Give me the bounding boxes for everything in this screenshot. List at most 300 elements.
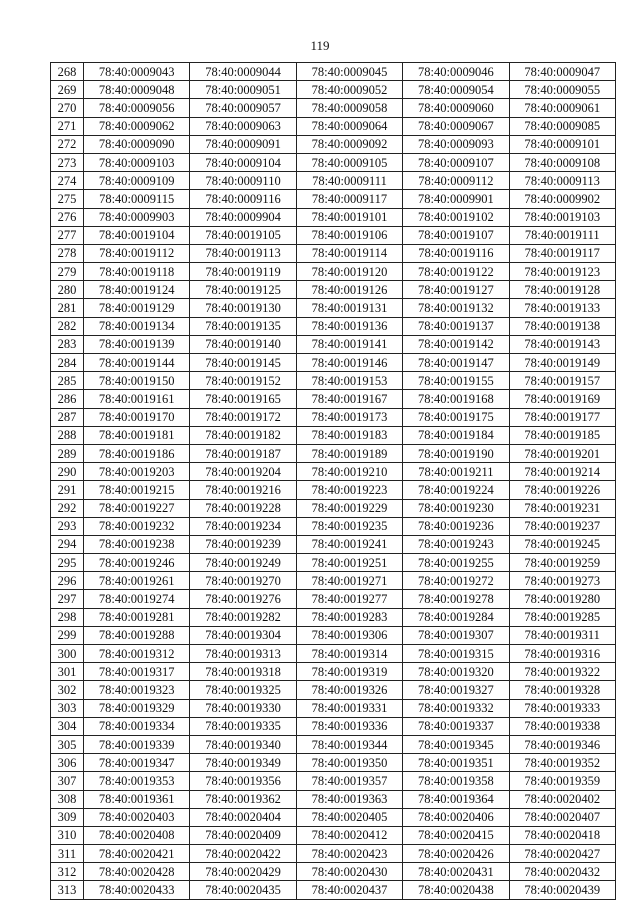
table-row bbox=[51, 826, 616, 844]
cadastral-number-cell: 78:40:0009054 bbox=[403, 81, 509, 99]
table-row bbox=[51, 390, 616, 408]
cadastral-number-cell: 78:40:0019328 bbox=[509, 681, 615, 699]
cadastral-number-cell: 78:40:0019124 bbox=[84, 281, 190, 299]
cadastral-number-cell: 78:40:0019336 bbox=[296, 717, 402, 735]
cadastral-number-cell: 78:40:0019313 bbox=[190, 645, 296, 663]
cadastral-number-cell: 78:40:0019251 bbox=[296, 554, 402, 572]
cadastral-number-cell: 78:40:0020427 bbox=[509, 845, 615, 863]
cadastral-number-cell: 78:40:0020435 bbox=[190, 881, 296, 899]
row-number-cell: 285 bbox=[51, 372, 84, 390]
cadastral-number-cell: 78:40:0019169 bbox=[509, 390, 615, 408]
cadastral-number-cell: 78:40:0019363 bbox=[296, 790, 402, 808]
table-row bbox=[51, 226, 616, 244]
cadastral-number-cell: 78:40:0019128 bbox=[509, 281, 615, 299]
cadastral-number-cell: 78:40:0019237 bbox=[509, 517, 615, 535]
cadastral-number-cell: 78:40:0019317 bbox=[84, 663, 190, 681]
cadastral-number-cell: 78:40:0009057 bbox=[190, 99, 296, 117]
row-number-cell: 278 bbox=[51, 244, 84, 262]
cadastral-number-cell: 78:40:0019170 bbox=[84, 408, 190, 426]
row-number-cell: 286 bbox=[51, 390, 84, 408]
cadastral-number-cell: 78:40:0019326 bbox=[296, 681, 402, 699]
cadastral-number-cell: 78:40:0019177 bbox=[509, 408, 615, 426]
table-row bbox=[51, 735, 616, 753]
row-number-cell: 297 bbox=[51, 590, 84, 608]
cadastral-number-cell: 78:40:0019357 bbox=[296, 772, 402, 790]
cadastral-number-cell: 78:40:0019129 bbox=[84, 299, 190, 317]
cadastral-number-cell: 78:40:0019165 bbox=[190, 390, 296, 408]
table-row bbox=[51, 153, 616, 171]
cadastral-number-cell: 78:40:0009111 bbox=[296, 172, 402, 190]
cadastral-number-cell: 78:40:0019231 bbox=[509, 499, 615, 517]
cadastral-number-cell: 78:40:0019241 bbox=[296, 535, 402, 553]
row-number-cell: 306 bbox=[51, 754, 84, 772]
cadastral-number-cell: 78:40:0019216 bbox=[190, 481, 296, 499]
cadastral-number-cell: 78:40:0020402 bbox=[509, 790, 615, 808]
row-number-cell: 304 bbox=[51, 717, 84, 735]
cadastral-number-cell: 78:40:0019123 bbox=[509, 263, 615, 281]
cadastral-number-cell: 78:40:0019280 bbox=[509, 590, 615, 608]
row-number-cell: 268 bbox=[51, 63, 84, 81]
table-row bbox=[51, 608, 616, 626]
row-number-cell: 311 bbox=[51, 845, 84, 863]
cadastral-number-cell: 78:40:0020412 bbox=[296, 826, 402, 844]
row-number-cell: 302 bbox=[51, 681, 84, 699]
table-row bbox=[51, 499, 616, 517]
cadastral-number-cell: 78:40:0019323 bbox=[84, 681, 190, 699]
cadastral-number-cell: 78:40:0009108 bbox=[509, 153, 615, 171]
table-row bbox=[51, 299, 616, 317]
row-number-cell: 295 bbox=[51, 554, 84, 572]
table-row bbox=[51, 372, 616, 390]
cadastral-number-cell: 78:40:0019314 bbox=[296, 645, 402, 663]
row-number-cell: 296 bbox=[51, 572, 84, 590]
cadastral-number-cell: 78:40:0019271 bbox=[296, 572, 402, 590]
table-row bbox=[51, 881, 616, 899]
row-number-cell: 277 bbox=[51, 226, 84, 244]
cadastral-number-cell: 78:40:0019161 bbox=[84, 390, 190, 408]
cadastral-number-cell: 78:40:0019142 bbox=[403, 335, 509, 353]
cadastral-number-cell: 78:40:0009060 bbox=[403, 99, 509, 117]
cadastral-number-cell: 78:40:0019229 bbox=[296, 499, 402, 517]
cadastral-number-cell: 78:40:0009113 bbox=[509, 172, 615, 190]
cadastral-number-cell: 78:40:0019344 bbox=[296, 735, 402, 753]
table-row bbox=[51, 281, 616, 299]
row-number-cell: 271 bbox=[51, 117, 84, 135]
cadastral-number-cell: 78:40:0019137 bbox=[403, 317, 509, 335]
cadastral-number-cell: 78:40:0019339 bbox=[84, 735, 190, 753]
cadastral-number-cell: 78:40:0019331 bbox=[296, 699, 402, 717]
cadastral-number-cell: 78:40:0019104 bbox=[84, 226, 190, 244]
cadastral-number-cell: 78:40:0019311 bbox=[509, 626, 615, 644]
table-row bbox=[51, 408, 616, 426]
cadastral-number-cell: 78:40:0019347 bbox=[84, 754, 190, 772]
cadastral-number-cell: 78:40:0019228 bbox=[190, 499, 296, 517]
row-number-cell: 287 bbox=[51, 408, 84, 426]
cadastral-number-cell: 78:40:0019132 bbox=[403, 299, 509, 317]
cadastral-number-cell: 78:40:0020432 bbox=[509, 863, 615, 881]
cadastral-number-cell: 78:40:0009103 bbox=[84, 153, 190, 171]
cadastral-number-cell: 78:40:0019106 bbox=[296, 226, 402, 244]
table-row bbox=[51, 190, 616, 208]
cadastral-number-cell: 78:40:0019278 bbox=[403, 590, 509, 608]
cadastral-number-cell: 78:40:0009117 bbox=[296, 190, 402, 208]
cadastral-number-cell: 78:40:0019330 bbox=[190, 699, 296, 717]
cadastral-number-cell: 78:40:0019358 bbox=[403, 772, 509, 790]
row-number-cell: 301 bbox=[51, 663, 84, 681]
row-number-cell: 298 bbox=[51, 608, 84, 626]
cadastral-number-cell: 78:40:0020431 bbox=[403, 863, 509, 881]
table-row bbox=[51, 590, 616, 608]
cadastral-number-cell: 78:40:0019173 bbox=[296, 408, 402, 426]
table-row bbox=[51, 354, 616, 372]
cadastral-number-cell: 78:40:0009104 bbox=[190, 153, 296, 171]
cadastral-number-cell: 78:40:0019285 bbox=[509, 608, 615, 626]
cadastral-number-cell: 78:40:0009112 bbox=[403, 172, 509, 190]
cadastral-number-cell: 78:40:0019350 bbox=[296, 754, 402, 772]
cadastral-number-cell: 78:40:0020404 bbox=[190, 808, 296, 826]
cadastral-number-cell: 78:40:0019133 bbox=[509, 299, 615, 317]
cadastral-number-cell: 78:40:0019329 bbox=[84, 699, 190, 717]
table-row bbox=[51, 645, 616, 663]
cadastral-number-cell: 78:40:0019274 bbox=[84, 590, 190, 608]
cadastral-number-cell: 78:40:0019281 bbox=[84, 608, 190, 626]
cadastral-number-cell: 78:40:0019103 bbox=[509, 208, 615, 226]
table-row bbox=[51, 481, 616, 499]
cadastral-number-cell: 78:40:0019144 bbox=[84, 354, 190, 372]
cadastral-number-cell: 78:40:0019315 bbox=[403, 645, 509, 663]
cadastral-number-cell: 78:40:0019338 bbox=[509, 717, 615, 735]
cadastral-number-cell: 78:40:0019327 bbox=[403, 681, 509, 699]
cadastral-number-cell: 78:40:0020429 bbox=[190, 863, 296, 881]
cadastral-number-cell: 78:40:0019238 bbox=[84, 535, 190, 553]
cadastral-number-cell: 78:40:0019112 bbox=[84, 244, 190, 262]
cadastral-number-cell: 78:40:0019175 bbox=[403, 408, 509, 426]
cadastral-number-cell: 78:40:0019282 bbox=[190, 608, 296, 626]
row-number-cell: 300 bbox=[51, 645, 84, 663]
table-row bbox=[51, 808, 616, 826]
cadastral-number-cell: 78:40:0020438 bbox=[403, 881, 509, 899]
table-row bbox=[51, 517, 616, 535]
row-number-cell: 269 bbox=[51, 81, 84, 99]
cadastral-number-cell: 78:40:0019320 bbox=[403, 663, 509, 681]
cadastral-number-cell: 78:40:0019273 bbox=[509, 572, 615, 590]
table-row bbox=[51, 335, 616, 353]
cadastral-number-cell: 78:40:0019116 bbox=[403, 244, 509, 262]
cadastral-number-cell: 78:40:0019249 bbox=[190, 554, 296, 572]
cadastral-number-cell: 78:40:0019272 bbox=[403, 572, 509, 590]
table-row bbox=[51, 99, 616, 117]
table-row bbox=[51, 172, 616, 190]
row-number-cell: 272 bbox=[51, 135, 84, 153]
cadastral-number-cell: 78:40:0020421 bbox=[84, 845, 190, 863]
row-number-cell: 305 bbox=[51, 735, 84, 753]
row-number-cell: 293 bbox=[51, 517, 84, 535]
cadastral-number-cell: 78:40:0019141 bbox=[296, 335, 402, 353]
cadastral-number-cell: 78:40:0019139 bbox=[84, 335, 190, 353]
cadastral-number-cell: 78:40:0009056 bbox=[84, 99, 190, 117]
cadastral-number-cell: 78:40:0019345 bbox=[403, 735, 509, 753]
cadastral-number-cell: 78:40:0019214 bbox=[509, 463, 615, 481]
cadastral-number-cell: 78:40:0019239 bbox=[190, 535, 296, 553]
cadastral-number-cell: 78:40:0009067 bbox=[403, 117, 509, 135]
cadastral-number-cell: 78:40:0019185 bbox=[509, 426, 615, 444]
cadastral-number-cell: 78:40:0019283 bbox=[296, 608, 402, 626]
table-row bbox=[51, 754, 616, 772]
cadastral-number-cell: 78:40:0019340 bbox=[190, 735, 296, 753]
row-number-cell: 280 bbox=[51, 281, 84, 299]
cadastral-number-cell: 78:40:0009904 bbox=[190, 208, 296, 226]
cadastral-number-cell: 78:40:0019333 bbox=[509, 699, 615, 717]
cadastral-number-cell: 78:40:0019232 bbox=[84, 517, 190, 535]
cadastral-number-cell: 78:40:0019364 bbox=[403, 790, 509, 808]
cadastral-number-cell: 78:40:0019190 bbox=[403, 444, 509, 462]
cadastral-numbers-table bbox=[50, 62, 616, 900]
cadastral-number-cell: 78:40:0019353 bbox=[84, 772, 190, 790]
row-number-cell: 275 bbox=[51, 190, 84, 208]
cadastral-number-cell: 78:40:0019245 bbox=[509, 535, 615, 553]
cadastral-number-cell: 78:40:0019277 bbox=[296, 590, 402, 608]
cadastral-number-cell: 78:40:0009901 bbox=[403, 190, 509, 208]
cadastral-number-cell: 78:40:0019235 bbox=[296, 517, 402, 535]
cadastral-number-cell: 78:40:0019307 bbox=[403, 626, 509, 644]
cadastral-number-cell: 78:40:0019122 bbox=[403, 263, 509, 281]
cadastral-number-cell: 78:40:0019325 bbox=[190, 681, 296, 699]
cadastral-number-cell: 78:40:0009044 bbox=[190, 63, 296, 81]
cadastral-number-cell: 78:40:0019131 bbox=[296, 299, 402, 317]
cadastral-number-cell: 78:40:0019147 bbox=[403, 354, 509, 372]
cadastral-number-cell: 78:40:0019322 bbox=[509, 663, 615, 681]
cadastral-number-cell: 78:40:0009055 bbox=[509, 81, 615, 99]
cadastral-number-cell: 78:40:0019172 bbox=[190, 408, 296, 426]
row-number-cell: 307 bbox=[51, 772, 84, 790]
table-row bbox=[51, 117, 616, 135]
cadastral-number-cell: 78:40:0019284 bbox=[403, 608, 509, 626]
cadastral-number-cell: 78:40:0019114 bbox=[296, 244, 402, 262]
cadastral-number-cell: 78:40:0019102 bbox=[403, 208, 509, 226]
table-row bbox=[51, 263, 616, 281]
cadastral-number-cell: 78:40:0020437 bbox=[296, 881, 402, 899]
cadastral-number-cell: 78:40:0020418 bbox=[509, 826, 615, 844]
cadastral-number-cell: 78:40:0019210 bbox=[296, 463, 402, 481]
cadastral-number-cell: 78:40:0009902 bbox=[509, 190, 615, 208]
table-row bbox=[51, 663, 616, 681]
cadastral-number-cell: 78:40:0020422 bbox=[190, 845, 296, 863]
cadastral-number-cell: 78:40:0019361 bbox=[84, 790, 190, 808]
table-row bbox=[51, 535, 616, 553]
row-number-cell: 282 bbox=[51, 317, 84, 335]
row-number-cell: 289 bbox=[51, 444, 84, 462]
cadastral-number-cell: 78:40:0009101 bbox=[509, 135, 615, 153]
cadastral-number-cell: 78:40:0019306 bbox=[296, 626, 402, 644]
cadastral-number-cell: 78:40:0019146 bbox=[296, 354, 402, 372]
cadastral-number-cell: 78:40:0009045 bbox=[296, 63, 402, 81]
cadastral-number-cell: 78:40:0019187 bbox=[190, 444, 296, 462]
row-number-cell: 291 bbox=[51, 481, 84, 499]
row-number-cell: 290 bbox=[51, 463, 84, 481]
row-number-cell: 313 bbox=[51, 881, 84, 899]
table-row bbox=[51, 554, 616, 572]
cadastral-number-cell: 78:40:0020406 bbox=[403, 808, 509, 826]
table-row bbox=[51, 845, 616, 863]
cadastral-number-cell: 78:40:0019335 bbox=[190, 717, 296, 735]
table-row bbox=[51, 681, 616, 699]
cadastral-number-cell: 78:40:0019318 bbox=[190, 663, 296, 681]
cadastral-number-cell: 78:40:0019127 bbox=[403, 281, 509, 299]
cadastral-number-cell: 78:40:0020415 bbox=[403, 826, 509, 844]
table-row bbox=[51, 790, 616, 808]
cadastral-number-cell: 78:40:0019359 bbox=[509, 772, 615, 790]
cadastral-number-cell: 78:40:0009091 bbox=[190, 135, 296, 153]
cadastral-number-cell: 78:40:0019356 bbox=[190, 772, 296, 790]
cadastral-number-cell: 78:40:0019243 bbox=[403, 535, 509, 553]
cadastral-number-cell: 78:40:0019316 bbox=[509, 645, 615, 663]
row-number-cell: 292 bbox=[51, 499, 84, 517]
table-row bbox=[51, 463, 616, 481]
cadastral-number-cell: 78:40:0019101 bbox=[296, 208, 402, 226]
cadastral-number-cell: 78:40:0020408 bbox=[84, 826, 190, 844]
cadastral-number-cell: 78:40:0009061 bbox=[509, 99, 615, 117]
cadastral-number-cell: 78:40:0019304 bbox=[190, 626, 296, 644]
cadastral-number-cell: 78:40:0019226 bbox=[509, 481, 615, 499]
row-number-cell: 270 bbox=[51, 99, 84, 117]
cadastral-number-cell: 78:40:0020403 bbox=[84, 808, 190, 826]
cadastral-number-cell: 78:40:0019223 bbox=[296, 481, 402, 499]
cadastral-number-cell: 78:40:0009048 bbox=[84, 81, 190, 99]
row-number-cell: 299 bbox=[51, 626, 84, 644]
cadastral-number-cell: 78:40:0019119 bbox=[190, 263, 296, 281]
cadastral-number-cell: 78:40:0009903 bbox=[84, 208, 190, 226]
cadastral-number-cell: 78:40:0009107 bbox=[403, 153, 509, 171]
cadastral-number-cell: 78:40:0019149 bbox=[509, 354, 615, 372]
cadastral-number-cell: 78:40:0019246 bbox=[84, 554, 190, 572]
cadastral-number-cell: 78:40:0019203 bbox=[84, 463, 190, 481]
row-number-cell: 294 bbox=[51, 535, 84, 553]
page-number: 119 bbox=[310, 38, 330, 53]
cadastral-number-cell: 78:40:0019111 bbox=[509, 226, 615, 244]
table-row bbox=[51, 699, 616, 717]
cadastral-number-cell: 78:40:0019362 bbox=[190, 790, 296, 808]
cadastral-number-cell: 78:40:0019204 bbox=[190, 463, 296, 481]
cadastral-number-cell: 78:40:0009092 bbox=[296, 135, 402, 153]
cadastral-number-cell: 78:40:0019126 bbox=[296, 281, 402, 299]
row-number-cell: 309 bbox=[51, 808, 84, 826]
cadastral-number-cell: 78:40:0020428 bbox=[84, 863, 190, 881]
cadastral-number-cell: 78:40:0009105 bbox=[296, 153, 402, 171]
table-row bbox=[51, 63, 616, 81]
row-number-cell: 288 bbox=[51, 426, 84, 444]
cadastral-number-cell: 78:40:0019349 bbox=[190, 754, 296, 772]
cadastral-number-cell: 78:40:0020426 bbox=[403, 845, 509, 863]
cadastral-number-cell: 78:40:0019134 bbox=[84, 317, 190, 335]
row-number-cell: 283 bbox=[51, 335, 84, 353]
cadastral-number-cell: 78:40:0019183 bbox=[296, 426, 402, 444]
cadastral-number-cell: 78:40:0020423 bbox=[296, 845, 402, 863]
row-number-cell: 279 bbox=[51, 263, 84, 281]
cadastral-number-cell: 78:40:0019288 bbox=[84, 626, 190, 644]
cadastral-number-cell: 78:40:0009093 bbox=[403, 135, 509, 153]
cadastral-number-cell: 78:40:0020439 bbox=[509, 881, 615, 899]
cadastral-number-cell: 78:40:0019259 bbox=[509, 554, 615, 572]
cadastral-number-cell: 78:40:0019155 bbox=[403, 372, 509, 390]
table-row bbox=[51, 208, 616, 226]
cadastral-number-cell: 78:40:0019135 bbox=[190, 317, 296, 335]
table-row bbox=[51, 317, 616, 335]
cadastral-number-cell: 78:40:0019351 bbox=[403, 754, 509, 772]
row-number-cell: 281 bbox=[51, 299, 84, 317]
cadastral-number-cell: 78:40:0019157 bbox=[509, 372, 615, 390]
cadastral-number-cell: 78:40:0019201 bbox=[509, 444, 615, 462]
row-number-cell: 274 bbox=[51, 172, 84, 190]
row-number-cell: 303 bbox=[51, 699, 84, 717]
cadastral-number-cell: 78:40:0019332 bbox=[403, 699, 509, 717]
row-number-cell: 310 bbox=[51, 826, 84, 844]
cadastral-number-cell: 78:40:0009047 bbox=[509, 63, 615, 81]
cadastral-number-cell: 78:40:0019117 bbox=[509, 244, 615, 262]
cadastral-number-cell: 78:40:0019184 bbox=[403, 426, 509, 444]
table-row bbox=[51, 717, 616, 735]
cadastral-number-cell: 78:40:0019270 bbox=[190, 572, 296, 590]
cadastral-number-cell: 78:40:0019211 bbox=[403, 463, 509, 481]
table-row bbox=[51, 863, 616, 881]
cadastral-number-cell: 78:40:0019130 bbox=[190, 299, 296, 317]
cadastral-number-cell: 78:40:0019143 bbox=[509, 335, 615, 353]
row-number-cell: 312 bbox=[51, 863, 84, 881]
cadastral-number-cell: 78:40:0019167 bbox=[296, 390, 402, 408]
row-number-cell: 284 bbox=[51, 354, 84, 372]
cadastral-number-cell: 78:40:0019234 bbox=[190, 517, 296, 535]
cadastral-number-cell: 78:40:0019140 bbox=[190, 335, 296, 353]
cadastral-number-cell: 78:40:0019230 bbox=[403, 499, 509, 517]
cadastral-number-cell: 78:40:0019145 bbox=[190, 354, 296, 372]
cadastral-number-cell: 78:40:0019113 bbox=[190, 244, 296, 262]
cadastral-number-cell: 78:40:0019227 bbox=[84, 499, 190, 517]
cadastral-number-cell: 78:40:0019182 bbox=[190, 426, 296, 444]
cadastral-number-cell: 78:40:0009046 bbox=[403, 63, 509, 81]
table-row bbox=[51, 426, 616, 444]
cadastral-number-cell: 78:40:0020430 bbox=[296, 863, 402, 881]
cadastral-number-cell: 78:40:0009062 bbox=[84, 117, 190, 135]
cadastral-number-cell: 78:40:0009116 bbox=[190, 190, 296, 208]
cadastral-number-cell: 78:40:0020407 bbox=[509, 808, 615, 826]
table-row bbox=[51, 244, 616, 262]
cadastral-number-cell: 78:40:0020405 bbox=[296, 808, 402, 826]
table-row bbox=[51, 772, 616, 790]
cadastral-number-cell: 78:40:0019105 bbox=[190, 226, 296, 244]
table-row bbox=[51, 81, 616, 99]
cadastral-number-cell: 78:40:0009058 bbox=[296, 99, 402, 117]
cadastral-number-cell: 78:40:0019186 bbox=[84, 444, 190, 462]
cadastral-number-cell: 78:40:0019118 bbox=[84, 263, 190, 281]
table-row bbox=[51, 135, 616, 153]
cadastral-number-cell: 78:40:0019319 bbox=[296, 663, 402, 681]
cadastral-number-cell: 78:40:0009115 bbox=[84, 190, 190, 208]
row-number-cell: 308 bbox=[51, 790, 84, 808]
cadastral-number-cell: 78:40:0019215 bbox=[84, 481, 190, 499]
cadastral-number-cell: 78:40:0009090 bbox=[84, 135, 190, 153]
cadastral-number-cell: 78:40:0009064 bbox=[296, 117, 402, 135]
cadastral-number-cell: 78:40:0019138 bbox=[509, 317, 615, 335]
cadastral-number-cell: 78:40:0009110 bbox=[190, 172, 296, 190]
cadastral-number-cell: 78:40:0019334 bbox=[84, 717, 190, 735]
cadastral-number-cell: 78:40:0020409 bbox=[190, 826, 296, 844]
cadastral-number-cell: 78:40:0019224 bbox=[403, 481, 509, 499]
cadastral-number-cell: 78:40:0019346 bbox=[509, 735, 615, 753]
cadastral-number-cell: 78:40:0019153 bbox=[296, 372, 402, 390]
cadastral-number-cell: 78:40:0019236 bbox=[403, 517, 509, 535]
row-number-cell: 273 bbox=[51, 153, 84, 171]
cadastral-number-cell: 78:40:0009109 bbox=[84, 172, 190, 190]
cadastral-number-cell: 78:40:0009085 bbox=[509, 117, 615, 135]
